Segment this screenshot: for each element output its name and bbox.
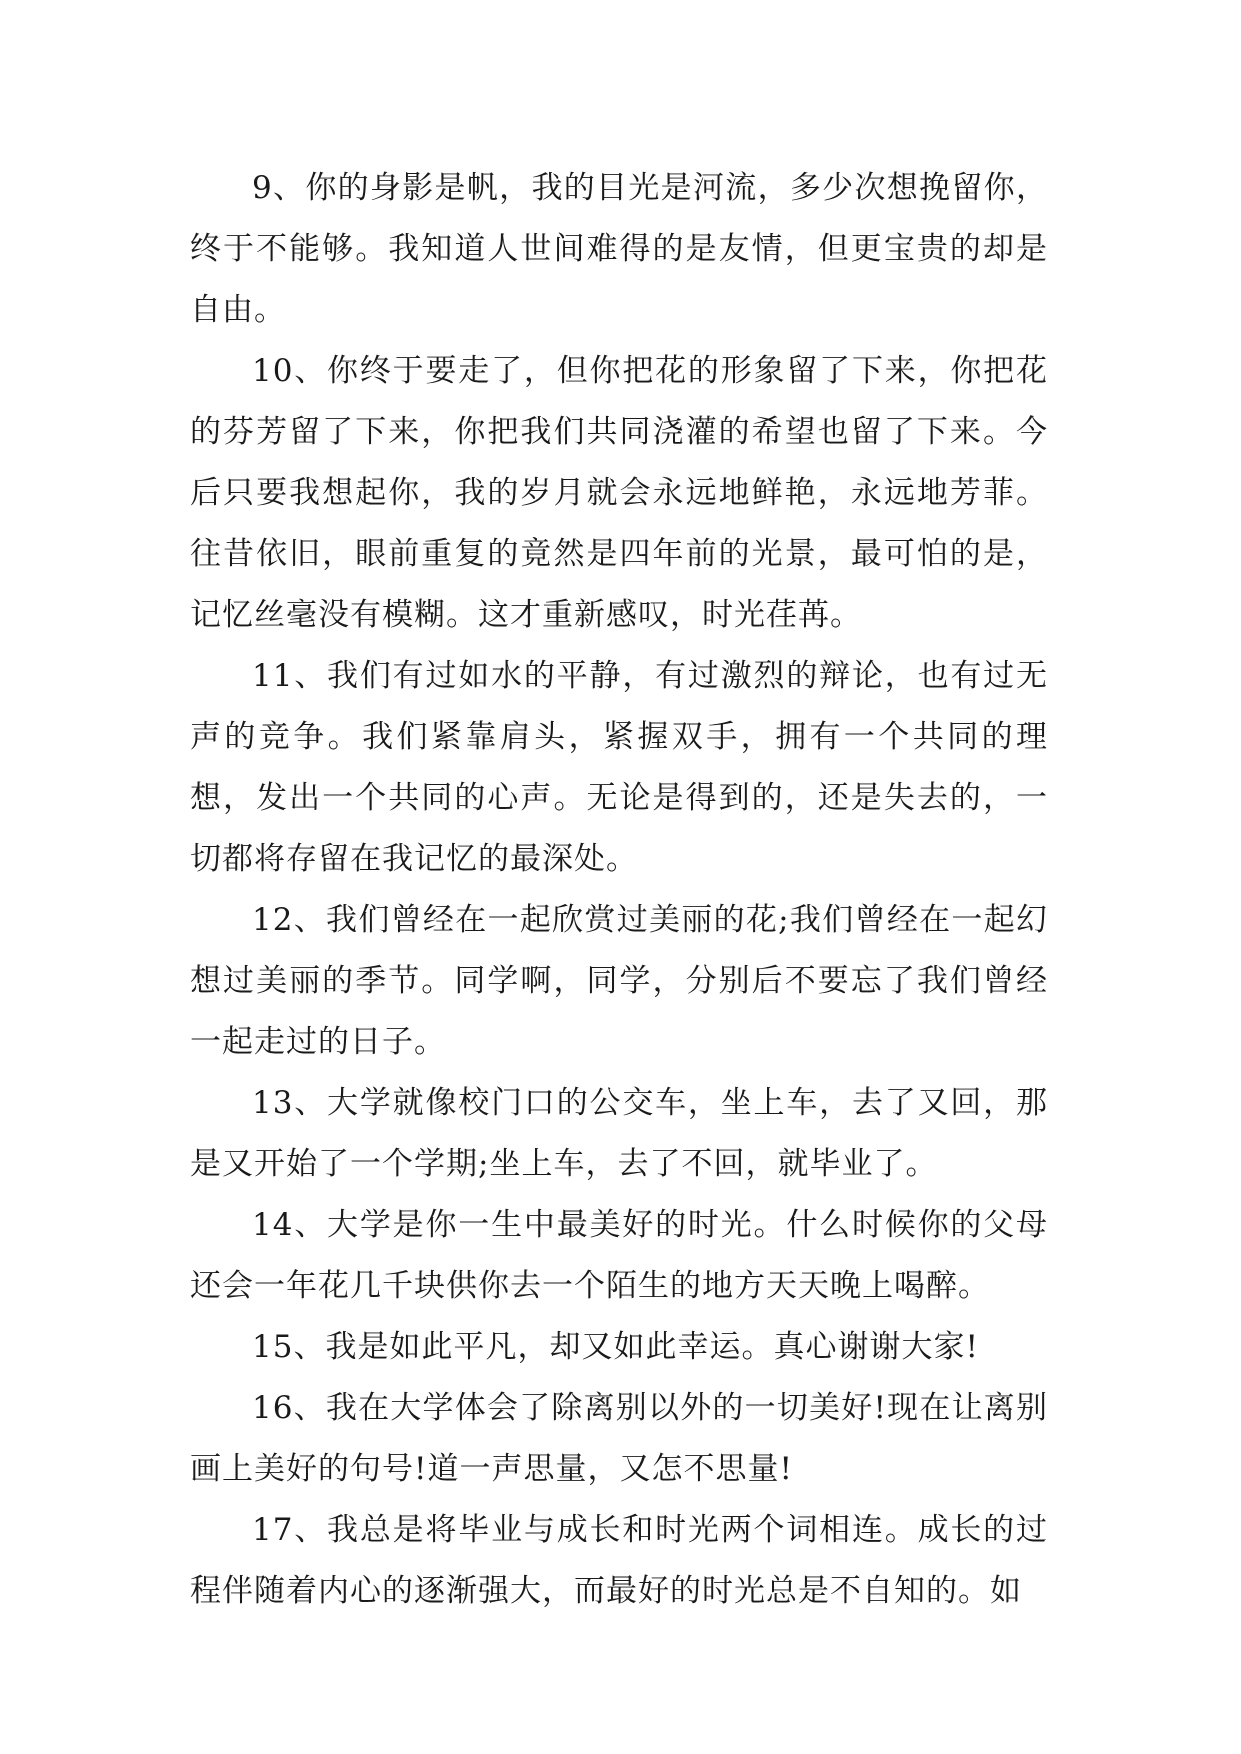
paragraph-16: 16、我在大学体会了除离别以外的一切美好!现在让离别画上美好的句号!道一声思量，又怎不思量!: [190, 1390, 1048, 1487]
paragraph-11: 11、我们有过如水的平静，有过激烈的辩论，也有过无声的竞争。我们紧靠肩头，紧握双手，拥有一个共同的理想，发出一个共同的心声。无论是得到的，还是失去的，一切都将存留在我记忆的最深处。: [190, 658, 1048, 877]
paragraph-9: 9、你的身影是帆，我的目光是河流，多少次想挽留你，终于不能够。我知道人世间难得的是友情，但更宝贵的却是自由。: [190, 170, 1048, 328]
paragraph-12: 12、我们曾经在一起欣赏过美丽的花;我们曾经在一起幻想过美丽的季节。同学啊，同学，分别后不要忘了我们曾经一起走过的日子。: [190, 902, 1048, 1060]
paragraph-13: 13、大学就像校门口的公交车，坐上车，去了又回，那是又开始了一个学期;坐上车，去了不回，就毕业了。: [190, 1085, 1048, 1182]
document-body: [190, 158, 1048, 1622]
paragraph-14: 14、大学是你一生中最美好的时光。什么时候你的父母还会一年花几千块供你去一个陌生的地方天天晚上喝醉。: [190, 1207, 1048, 1304]
paragraph-15: 15、我是如此平凡，却又如此幸运。真心谢谢大家!: [252, 1329, 979, 1365]
paragraph-10: 10、你终于要走了，但你把花的形象留了下来，你把花的芬芳留了下来，你把我们共同浇灌的希望也留了下来。今后只要我想起你，我的岁月就会永远地鲜艳，永远地芳菲。往昔依旧，眼前重复的竟然是四年前的光景，最可怕的是，记忆丝毫没有模糊。这才重新感叹，时光荏苒。: [190, 353, 1048, 633]
paragraph-17: 17、我总是将毕业与成长和时光两个词相连。成长的过程伴随着内心的逐渐强大，而最好的时光总是不自知的。如: [190, 1512, 1048, 1609]
